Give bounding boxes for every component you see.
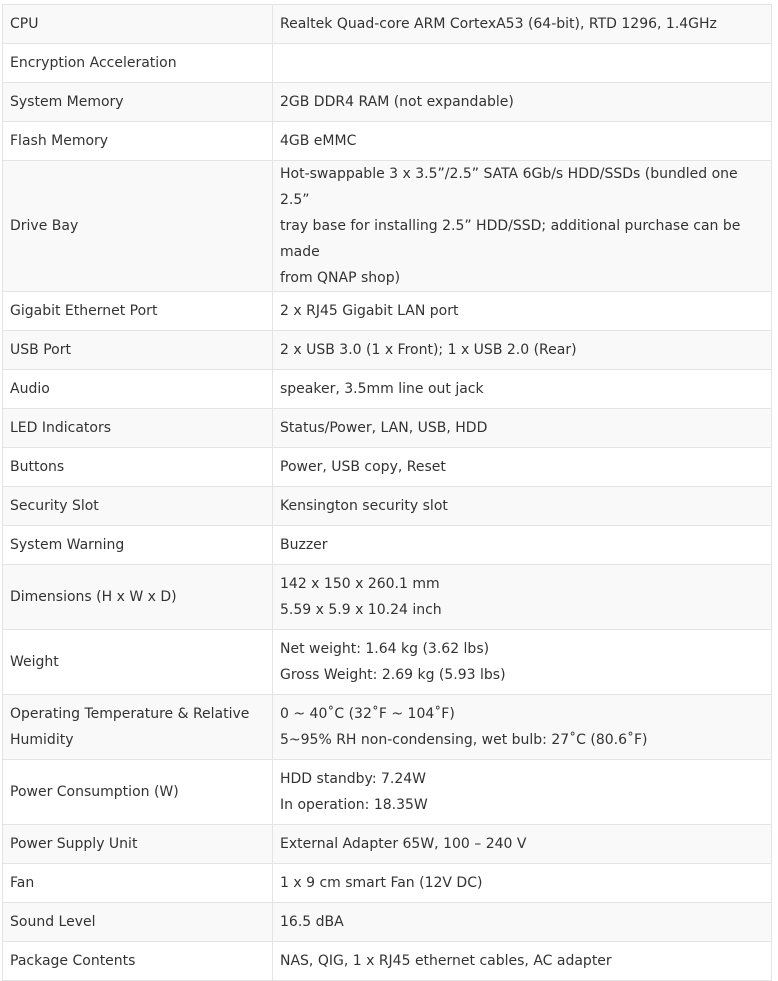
spec-label-cell <box>3 630 273 695</box>
spec-label: Operating Temperature & Relative <box>10 706 250 722</box>
spec-value: 16.5 dBA <box>280 914 344 930</box>
spec-label: System Memory <box>10 94 124 110</box>
spec-label-cell <box>3 526 273 565</box>
spec-value: External Adapter 65W, 100 – 240 V <box>280 836 527 852</box>
spec-value: Gross Weight: 2.69 kg (5.93 lbs) <box>280 667 506 683</box>
spec-value-cell <box>273 565 772 630</box>
spec-value-cell <box>273 526 772 565</box>
spec-value-cell <box>273 161 772 292</box>
spec-label-cell <box>3 760 273 825</box>
spec-label-cell <box>3 83 273 122</box>
spec-row <box>3 44 772 83</box>
spec-value: 4GB eMMC <box>280 133 357 149</box>
spec-row <box>3 903 772 942</box>
spec-label: Package Contents <box>10 953 136 969</box>
spec-row <box>3 630 772 695</box>
spec-label: Buttons <box>10 459 65 475</box>
spec-label-cell <box>3 292 273 331</box>
spec-label-cell <box>3 370 273 409</box>
spec-label-cell <box>3 695 273 760</box>
spec-label: CPU <box>10 16 39 32</box>
spec-row <box>3 370 772 409</box>
spec-row <box>3 409 772 448</box>
spec-value-cell <box>273 409 772 448</box>
spec-label-cell <box>3 864 273 903</box>
spec-value: 0 ~ 40˚C (32˚F ~ 104˚F) <box>280 706 455 722</box>
spec-label: Security Slot <box>10 498 99 514</box>
spec-value: 2GB DDR4 RAM (not expandable) <box>280 94 514 110</box>
spec-row <box>3 825 772 864</box>
spec-row <box>3 526 772 565</box>
spec-value: 142 x 150 x 260.1 mm <box>280 576 440 592</box>
spec-label: System Warning <box>10 537 125 553</box>
spec-value: 2 x RJ45 Gigabit LAN port <box>280 303 459 319</box>
spec-label-cell <box>3 44 273 83</box>
spec-row <box>3 448 772 487</box>
spec-row <box>3 122 772 161</box>
spec-table-body <box>3 5 772 981</box>
spec-value-cell <box>273 630 772 695</box>
spec-label: Gigabit Ethernet Port <box>10 303 158 319</box>
spec-label-cell <box>3 122 273 161</box>
spec-value: In operation: 18.35W <box>280 797 428 813</box>
spec-value: NAS, QIG, 1 x RJ45 ethernet cables, AC adapter <box>280 953 612 969</box>
spec-label: Dimensions (H x W x D) <box>10 589 177 605</box>
spec-value: Hot-swappable 3 x 3.5”/2.5” SATA 6Gb/s HDD/SSDs (bundled one 2.5” <box>280 166 738 208</box>
spec-label-cell <box>3 903 273 942</box>
spec-value-cell <box>273 448 772 487</box>
spec-label: LED Indicators <box>10 420 112 436</box>
spec-row <box>3 487 772 526</box>
spec-label-cell <box>3 942 273 981</box>
spec-row <box>3 760 772 825</box>
spec-value-cell <box>273 292 772 331</box>
spec-label-cell <box>3 487 273 526</box>
spec-value: from QNAP shop) <box>280 270 401 286</box>
spec-value: Kensington security slot <box>280 498 448 514</box>
spec-value-cell <box>273 942 772 981</box>
spec-value: tray base for installing 2.5” HDD/SSD; additional purchase can be made <box>280 218 741 260</box>
spec-value-cell <box>273 864 772 903</box>
spec-value-cell <box>273 370 772 409</box>
spec-value: speaker, 3.5mm line out jack <box>280 381 484 397</box>
spec-row <box>3 331 772 370</box>
spec-row <box>3 161 772 292</box>
spec-value-cell <box>273 903 772 942</box>
spec-value: 1 x 9 cm smart Fan (12V DC) <box>280 875 483 891</box>
spec-value-cell <box>273 760 772 825</box>
spec-value-cell <box>273 825 772 864</box>
spec-label-cell <box>3 825 273 864</box>
spec-label: Weight <box>10 654 59 670</box>
spec-label: Sound Level <box>10 914 96 930</box>
spec-value: Buzzer <box>280 537 328 553</box>
spec-value: 5~95% RH non-condensing, wet bulb: 27˚C (80.6˚F) <box>280 732 648 748</box>
spec-value: Net weight: 1.64 kg (3.62 lbs) <box>280 641 490 657</box>
spec-label: Encryption Acceleration <box>10 55 177 71</box>
spec-label-cell <box>3 448 273 487</box>
spec-value: 5.59 x 5.9 x 10.24 inch <box>280 602 442 618</box>
spec-label-cell <box>3 565 273 630</box>
spec-row <box>3 565 772 630</box>
spec-value: Realtek Quad-core ARM CortexA53 (64-bit), RTD 1296, 1.4GHz <box>280 16 717 32</box>
spec-row <box>3 292 772 331</box>
spec-value-cell <box>273 44 772 83</box>
spec-label-cell <box>3 5 273 44</box>
spec-value-cell <box>273 331 772 370</box>
spec-row <box>3 5 772 44</box>
spec-value-cell <box>273 695 772 760</box>
spec-row <box>3 942 772 981</box>
spec-value: Status/Power, LAN, USB, HDD <box>280 420 488 436</box>
spec-label-cell <box>3 409 273 448</box>
spec-table <box>2 4 772 981</box>
spec-value: 2 x USB 3.0 (1 x Front); 1 x USB 2.0 (Rear) <box>280 342 577 358</box>
spec-value: Power, USB copy, Reset <box>280 459 446 475</box>
spec-label: Drive Bay <box>10 218 79 234</box>
spec-label: Power Consumption (W) <box>10 784 179 800</box>
spec-label: Humidity <box>10 732 74 748</box>
spec-value: HDD standby: 7.24W <box>280 771 426 787</box>
spec-label: Power Supply Unit <box>10 836 138 852</box>
spec-row <box>3 864 772 903</box>
spec-value-cell <box>273 122 772 161</box>
spec-label: Audio <box>10 381 50 397</box>
spec-row <box>3 695 772 760</box>
spec-value-cell <box>273 83 772 122</box>
spec-row <box>3 83 772 122</box>
spec-label: USB Port <box>10 342 71 358</box>
spec-label: Fan <box>10 875 35 891</box>
spec-label: Flash Memory <box>10 133 109 149</box>
spec-value-cell <box>273 487 772 526</box>
spec-label-cell <box>3 331 273 370</box>
spec-label-cell <box>3 161 273 292</box>
spec-value-cell <box>273 5 772 44</box>
